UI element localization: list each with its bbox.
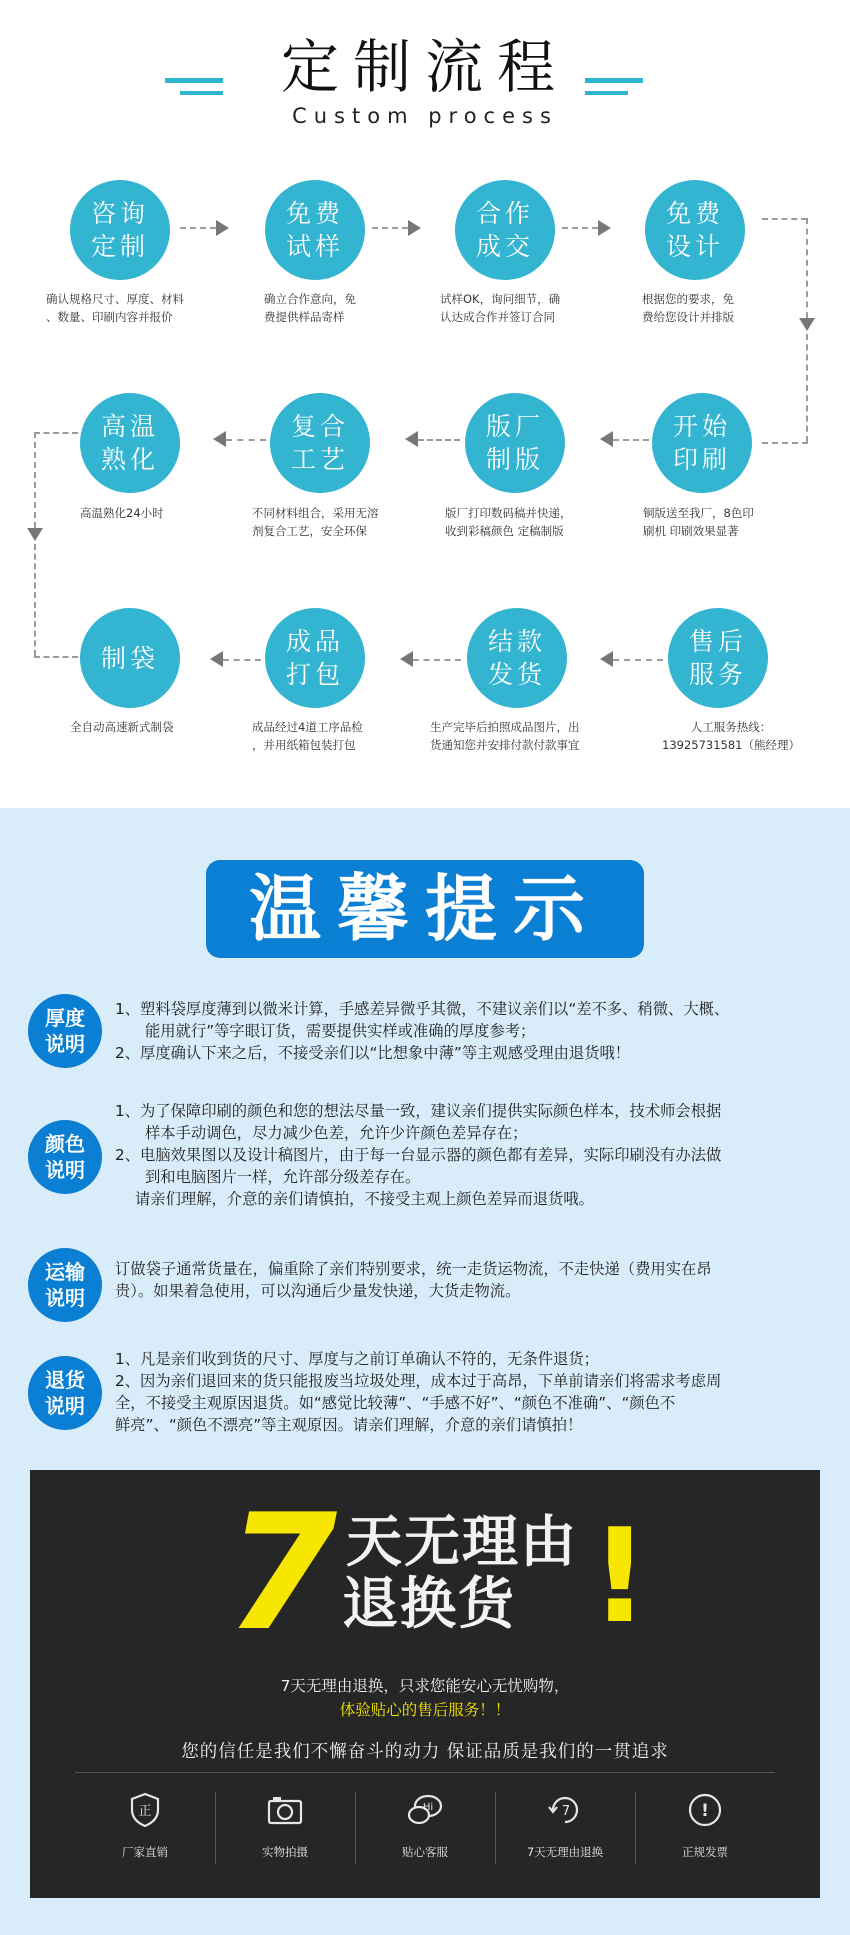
step-free-sample: 免费 试样 <box>265 180 365 280</box>
arrow-11-12-line <box>223 659 261 661</box>
connector-right-top <box>762 218 807 220</box>
step-free-sample-desc: 确立合作意向，免 费提供样品寄样 <box>264 292 356 324</box>
process-title: 定制流程 <box>280 33 569 101</box>
arrow-right-icon <box>216 220 229 236</box>
guarantee-line-1: 天无理由 <box>346 1510 578 1575</box>
step-curing: 高温 熟化 <box>80 393 180 493</box>
connector-right-vertical-2 <box>806 334 808 442</box>
feature-customer-service <box>355 1790 495 1860</box>
arrow-right-icon <box>598 220 611 236</box>
step-plate-making-desc: 版厂打印数码稿并快递， 收到彩稿颜色 定稿制版 <box>445 506 572 538</box>
step-bag-making: 制袋 <box>80 608 180 708</box>
shipping-badge: 运输 说明 <box>28 1248 102 1322</box>
warm-tips-banner: 温馨提示 <box>206 860 644 958</box>
return-icon <box>545 1790 585 1830</box>
step-packing: 成品 打包 <box>265 608 365 708</box>
step-bag-making-desc: 全自动高速新式制袋 <box>70 720 174 734</box>
arrow-7-8-line <box>226 439 266 441</box>
arrow-right-icon <box>408 220 421 236</box>
feature-label: 厂家直销 <box>122 1845 168 1859</box>
arrow-left-icon <box>600 651 613 667</box>
connector-left-vertical <box>34 432 36 528</box>
connector-right-bottom <box>762 442 808 444</box>
feature-factory-direct <box>75 1790 215 1860</box>
step-payment-shipping-desc: 生产完毕后拍照成品图片，出 货通知您并安排付款付款事宜 <box>430 720 580 752</box>
step-after-sales: 售后 服务 <box>668 608 768 708</box>
return-badge: 退货 说明 <box>28 1356 102 1430</box>
connector-right-vertical <box>806 218 808 318</box>
thickness-note: 1、塑料袋厚度薄到以微米计算，手感差异微乎其微，不建议亲们以“差不多、稍微、大概、 能用就行”等字眼订货，需要提供实样或准确的厚度参考； 2、厚度确认下来之后，不接受亲们以“比想象中薄”等主观感受理由退货哦！ <box>115 1000 730 1062</box>
guarantee-motto: 您的信任是我们不懈奋斗的动力 保证品质是我们的一贯追求 <box>181 1742 669 1762</box>
step-start-printing-desc: 铜版送至我厂，8色印 刷机 印刷效果显著 <box>643 506 754 538</box>
arrow-down-icon <box>799 318 815 331</box>
thickness-badge: 厚度 说明 <box>28 994 102 1068</box>
step-free-design: 免费 设计 <box>645 180 745 280</box>
arrow-2-3-line <box>372 227 408 229</box>
process-subtitle: Custom process <box>292 104 558 128</box>
arrow-5-6-line <box>613 439 649 441</box>
arrow-9-10-line <box>613 659 663 661</box>
feature-real-photos <box>215 1790 355 1860</box>
connector-left-vertical-2 <box>34 544 36 656</box>
connector-left-top <box>34 432 78 434</box>
step-consult: 咨询 定制 <box>70 180 170 280</box>
step-packing-desc: 成品经过4道工序品检 ，并用纸箱包装打包 <box>252 720 363 752</box>
color-note: 1、为了保障印刷的颜色和您的想法尽量一致，建议亲们提供实际颜色样本，技术师会根据 样本手动调色，尽力减少色差，允许少许颜色差异存在； 2、电脑效果图以及设计稿图片，由于每一台显示器的颜色都有差异，实际印刷没有办法做 到和电脑图片一样，允许部分级差存在。 请亲们理解，介意的亲们请慎拍，不接受主观上颜色差异而退货哦。 <box>115 1102 722 1208</box>
guarantee-subtitle: 7天无理由退换，只求您能安心无忧购物， <box>280 1677 570 1695</box>
arrow-6-7-line <box>418 439 460 441</box>
step-lamination-desc: 不同材料组合，采用无溶 剂复合工艺，安全环保 <box>252 506 379 538</box>
shipping-note: 订做袋子通常货量在，偏重除了亲们特别要求，统一走货运物流，不走快递（费用实在昂 贵）。如果着急使用，可以沟通后少量发快递，大货走物流。 <box>115 1260 712 1300</box>
step-curing-desc: 高温熟化24小时 <box>80 506 164 520</box>
exclamation-mark: ! <box>590 1500 650 1652</box>
arrow-left-icon <box>400 651 413 667</box>
step-lamination: 复合 工艺 <box>270 393 370 493</box>
feature-formal-invoice <box>635 1790 775 1860</box>
feature-seven-day-return <box>495 1790 635 1860</box>
chat-icon <box>405 1790 445 1830</box>
return-note: 1、凡是亲们收到货的尺寸、厚度与之前订单确认不符的，无条件退货； 2、因为亲们退回来的货只能报废当垃圾处理，成本过于高昂，下单前请亲们将需求考虑周 全，不接受主观原因退货。如“感觉比较薄”、“手感不好”、“颜色不准确”、“颜色不 鲜亮”、“颜色不漂亮”等主观原因。请亲们理解，介意的亲们请慎拍！ <box>115 1350 722 1434</box>
svg-text:7: 7 <box>561 1804 571 1819</box>
step-start-printing: 开始 印刷 <box>652 393 752 493</box>
divider <box>75 1772 775 1773</box>
svg-text:!: ! <box>701 1801 709 1821</box>
arrow-3-4-line <box>562 227 598 229</box>
seven-day-return-card <box>30 1470 820 1898</box>
step-deal: 合作 成交 <box>455 180 555 280</box>
step-plate-making: 版厂 制版 <box>465 393 565 493</box>
connector-left-bottom <box>34 656 78 658</box>
step-free-design-desc: 根据您的要求，免 费给您设计并排版 <box>642 292 734 324</box>
arrow-left-icon <box>405 431 418 447</box>
feature-label: 7天无理由退换 <box>526 1845 604 1859</box>
seven-number: 7 <box>226 1479 338 1666</box>
color-badge: 颜色 说明 <box>28 1120 102 1194</box>
feature-label: 正规发票 <box>682 1845 728 1859</box>
guarantee-line-2: 退换货 <box>342 1572 516 1637</box>
custom-process-section <box>0 0 850 808</box>
step-payment-shipping: 结款 发货 <box>467 608 567 708</box>
svg-text:Hi: Hi <box>422 1802 434 1813</box>
step-after-sales-desc: 人工服务热线： 13925731581（熊经理） <box>662 720 800 752</box>
shield-icon <box>125 1790 165 1830</box>
arrow-left-icon <box>210 651 223 667</box>
feature-label: 贴心客服 <box>402 1845 448 1859</box>
arrow-left-icon <box>600 431 613 447</box>
guarantee-subtitle-highlight: 体验贴心的售后服务！！ <box>339 1701 511 1719</box>
arrow-down-icon <box>27 528 43 541</box>
feature-label: 实物拍摄 <box>262 1845 308 1859</box>
step-consult-desc: 确认规格尺寸、厚度、材料 、数量、印刷内容并报价 <box>46 292 184 324</box>
camera-icon <box>265 1790 305 1830</box>
svg-text:正: 正 <box>138 1804 152 1819</box>
arrow-left-icon <box>213 431 226 447</box>
invoice-icon <box>685 1790 725 1830</box>
arrow-10-11-line <box>413 659 461 661</box>
step-deal-desc: 试样OK，询问细节，确 认达成合作并签订合同 <box>440 292 561 324</box>
arrow-1-2-line <box>180 227 216 229</box>
